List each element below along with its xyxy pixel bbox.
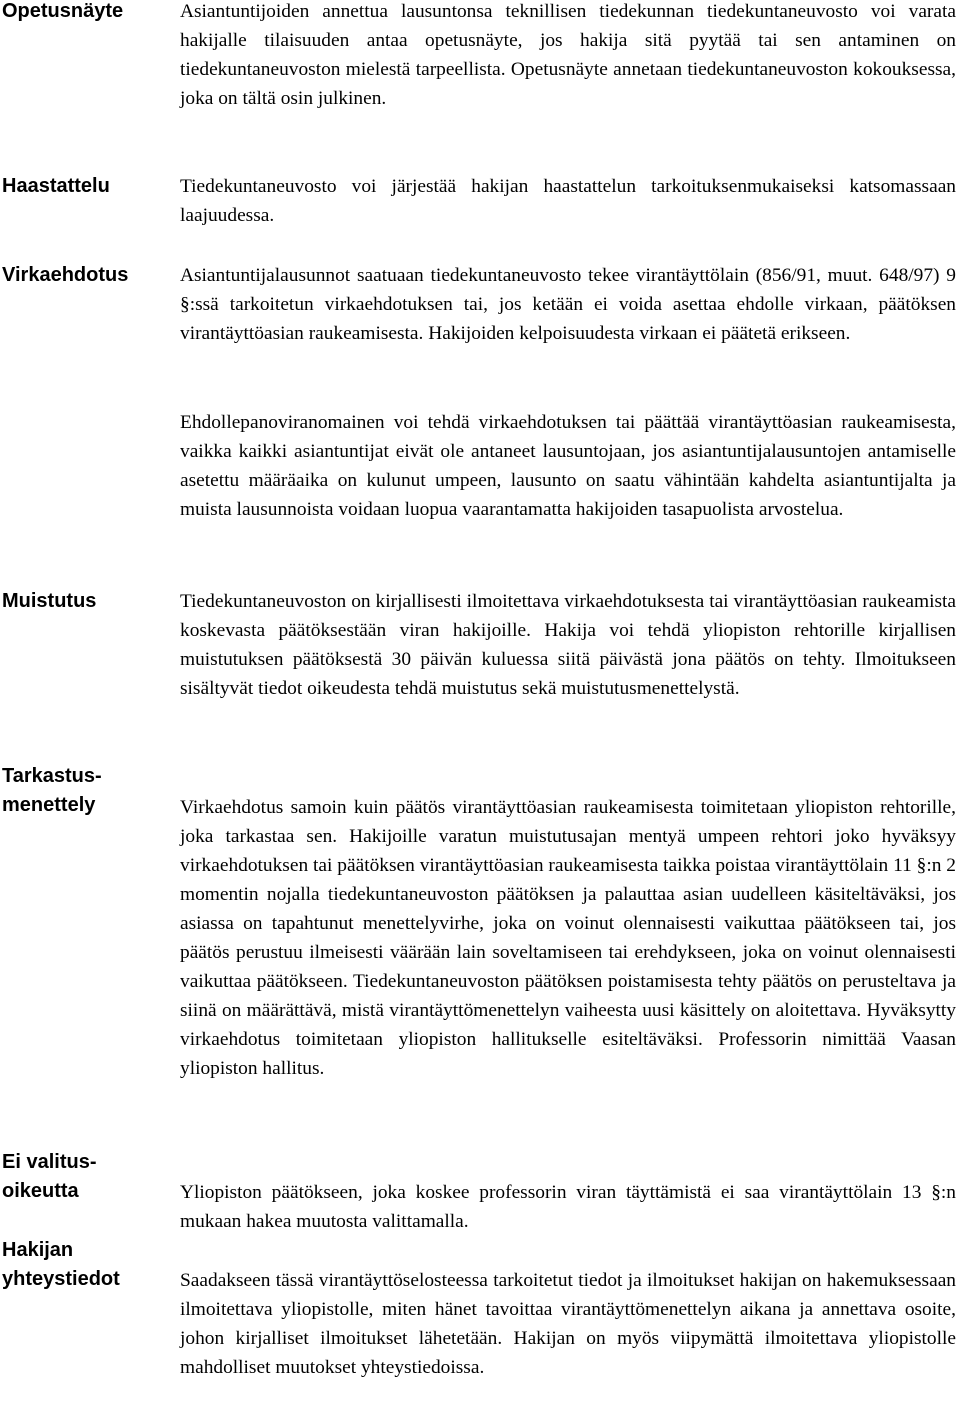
section-label-ei-valitusoikeutta-line2: oikeutta <box>2 1180 79 1202</box>
section-text-hakijan-yhteystiedot: Saadakseen tässä virantäyttöselosteessa tarkoitetut tiedot ja ilmoitukset hakijan on hakemuksessaan ilmoitettava yliopistolle, miten hänet tavoittaa virantäyttömenettelyn aikana ja annettava osoite, johon kirjalliset ilmoitukset lähetetään. Hakijan on myös viipymättä ilmoitettava yliopistolle mahdolliset muutokset yhteystiedoissa. <box>180 1270 956 1378</box>
section-text-ei-valitusoikeutta: Yliopiston päätökseen, joka koskee professorin viran täyttämistä ei saa virantäyttölain 13 §:n mukaan hakea muutosta valittamalla. <box>180 1182 956 1232</box>
section-label-tarkastusmenettely <box>2 762 172 820</box>
section-label-tarkastusmenettely-line2: menettely <box>2 794 96 816</box>
section-label-tarkastusmenettely-line1: Tarkastus- <box>2 765 102 787</box>
section-label-ei-valitusoikeutta-line1: Ei valitus- <box>2 1151 97 1173</box>
section-label-haastattelu: Haastattelu <box>2 175 110 197</box>
section-label-virkaehdotus: Virkaehdotus <box>2 264 129 286</box>
section-label-muistutus: Muistutus <box>2 590 97 612</box>
section-text-haastattelu: Tiedekuntaneuvosto voi järjestää hakijan haastattelun tarkoituksenmukaiseksi katsomassaan laajuudessa. <box>180 176 956 226</box>
section-text-muistutus: Tiedekuntaneuvoston on kirjallisesti ilmoitettava virkaehdotuksesta tai virantäyttöasian raukeamista koskevasta päätöksestään viran hakijoille. Hakija voi tehdä yliopiston rehtorille kirjallisen muistutuksen päätöksestä 30 päivän kuluessa siitä päivästä jona päätös on tehty. Ilmoitukseen sisältyvät tiedot oikeudesta tehdä muistutus sekä muistutusmenettelystä. <box>180 591 956 699</box>
section-label-hakijan-yhteystiedot-line1: Hakijan <box>2 1239 74 1261</box>
section-text-virkaehdotus-2: Ehdollepanoviranomainen voi tehdä virkaehdotuksen tai päättää virantäyttöasian raukeamisesta, vaikka kaikki asiantuntijat eivät ole antaneet lausuntojaan, jos asiantuntijalausuntojen antamiselle asetettu määräaika on kulunut umpeen, lausunto on saatu vähintään kahdelta asiantuntijalta ja muista lausunnoista voidaan luopua vaarantamatta hakijoiden tasapuolista arvostelua. <box>180 412 956 520</box>
section-text-tarkastusmenettely: Virkaehdotus samoin kuin päätös virantäyttöasian raukeamisesta toimitetaan yliopiston rehtorille, joka tarkastaa sen. Hakijoille varatun muistutusajan mentyä umpeen rehtori joko hyväksyy virkaehdotuksen tai päätöksen virantäyttöasian raukeamisesta taikka poistaa virantäyttölain 11 §:n 2 momentin nojalla tiedekuntaneuvoston päätöksen ja palauttaa asian uudelleen käsiteltäväksi, jos asiassa on tapahtunut menettelyvirhe, joka on voinut olennaisesti vaikuttaa päätökseen tai, jos päätös perustuu ilmeisesti väärään lain soveltamiseen tai erehdykseen, joka on voinut olennaisesti vaikuttaa päätökseen. Tiedekuntaneuvoston päätöksen poistamisesta tehty päätös on perusteltava ja siinä on määrättävä, mistä virantäyttömenettelyn vaiheesta uusi käsittely on aloitettava. Hyväksytty virkaehdotus toimitetaan yliopiston hallitukselle esiteltäväksi. Professorin nimittää Vaasan yliopiston hallitus. <box>180 797 956 1079</box>
section-label-opetusnayte: Opetusnäyte <box>2 0 124 22</box>
section-label-ei-valitusoikeutta <box>2 1148 172 1206</box>
section-text-virkaehdotus: Asiantuntijalausunnot saatuaan tiedekuntaneuvosto tekee virantäyttölain (856/91, muut. 648/97) 9 §:ssä tarkoitetun virkaehdotuksen tai, jos ketään ei voida asettaa ehdolle virkaan, päätöksen virantäyttöasian raukeamisesta. Hakijoiden kelpoisuudesta virkaan ei päätetä erikseen. <box>180 265 956 344</box>
section-text-opetusnayte: Asiantuntijoiden annettua lausuntonsa teknillisen tiedekunnan tiedekuntaneuvosto voi varata hakijalle tilaisuuden antaa opetusnäyte, jos hakija sitä pyytää tai sen antaminen on tiedekuntaneuvoston mielestä tarpeellista. Opetusnäyte annetaan tiedekuntaneuvoston kokouksessa, joka on tältä osin julkinen. <box>180 1 956 109</box>
section-label-hakijan-yhteystiedot <box>2 1236 172 1294</box>
section-label-hakijan-yhteystiedot-line2: yhteystiedot <box>2 1268 120 1290</box>
